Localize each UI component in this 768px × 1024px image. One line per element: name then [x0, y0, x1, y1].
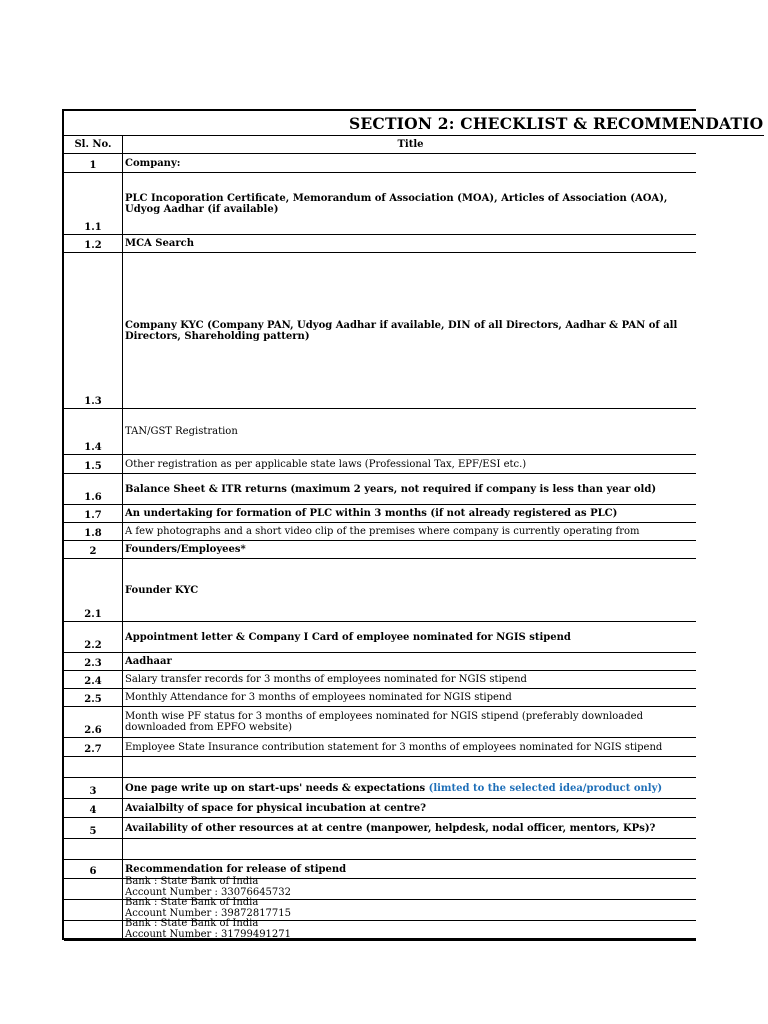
title-text [125, 193, 696, 215]
title-text [125, 238, 194, 249]
page-title: SECTION 2: CHECKLIST & RECOMMENDATIO [349, 114, 764, 133]
title-text [125, 426, 238, 437]
header-title: Title [397, 138, 424, 150]
bank-row [64, 918, 696, 941]
sl-no-cell: 1.4 [64, 409, 123, 454]
title-text [125, 656, 172, 667]
title-main-text: Founder KYC [125, 584, 199, 596]
sl-no-cell: 2.2 [64, 622, 123, 652]
bank-name: Bank : State Bank of India [125, 876, 259, 887]
title-cell [124, 818, 696, 838]
sl-no-cell: 4 [64, 799, 123, 817]
title-main-text: An undertaking for formation of PLC within 3 months (if not already registered as PLC) [125, 508, 618, 519]
table-row [64, 671, 696, 689]
title-cell [124, 738, 696, 756]
bank-details [124, 876, 696, 899]
title-highlight-text: (limted to the selected idea/product only) [428, 782, 663, 794]
title-main-text: Employee State Insurance contribution statement for 3 months of employees nominated for NGIS stipend [125, 741, 663, 753]
sl-no-cell: 2.6 [64, 707, 123, 737]
title-main-text: Other registration as per applicable state laws (Professional Tax, EPF/ESI etc.) [125, 458, 527, 470]
table-row [64, 818, 696, 839]
sl-no-cell [64, 921, 123, 940]
header-row [64, 135, 696, 154]
sl-no-cell [64, 900, 123, 920]
sl-no-cell: 2.1 [64, 559, 123, 621]
title-text [125, 803, 426, 814]
title-main-text: Balance Sheet & ITR returns (maximum 2 years, not required if company is less than year old) [125, 483, 657, 495]
sl-no-cell: 2.3 [64, 653, 123, 670]
table-row [64, 839, 696, 860]
table-row [64, 253, 696, 409]
title-cell [124, 541, 696, 558]
title-main-text: One page write up on start-ups' needs & expectations [125, 782, 429, 794]
bank-name: Bank : State Bank of India [125, 918, 259, 929]
title-main-text: Aadhaar [125, 656, 172, 667]
title-text [125, 692, 512, 703]
sl-no-cell: 1.8 [64, 523, 123, 540]
title-main-text: Availability of other resources at at centre (manpower, helpdesk, nodal officer, mentors, KPs)? [125, 822, 656, 834]
table-row [64, 778, 696, 799]
sl-no-cell: 1.3 [64, 253, 123, 408]
bank-details [124, 897, 696, 920]
title-text [125, 674, 527, 685]
title-main-text: PLC Incoporation Certificate, Memorandum of Association (MOA), Articles of Association (AOA), Udyog Aadhar (if available) [125, 192, 668, 215]
header-sl-no: Sl. No. [64, 135, 123, 153]
title-main-text: Monthly Attendance for 3 months of employees nominated for NGIS stipend [125, 692, 512, 703]
title-cell [124, 778, 696, 798]
sl-no-cell: 2.7 [64, 738, 123, 756]
title-cell [124, 154, 696, 172]
sl-no-cell: 2.4 [64, 671, 123, 688]
account-number: Account Number : 33076645732 [125, 887, 292, 898]
table-row [64, 653, 696, 671]
bank-details [124, 918, 696, 940]
table-row [64, 455, 696, 474]
title-text [125, 823, 655, 834]
title-main-text: Recommendation for release of stipend [125, 863, 347, 875]
table-row [64, 409, 696, 455]
sl-no-cell: 6 [64, 860, 123, 878]
sl-no-cell: 5 [64, 818, 123, 838]
title-cell [124, 839, 696, 859]
table-row [64, 622, 696, 653]
table-row [64, 173, 696, 235]
checklist-table [62, 109, 764, 940]
table-row [64, 523, 696, 541]
title-cell [124, 409, 696, 454]
title-cell [124, 173, 696, 234]
title-cell [124, 505, 696, 522]
sl-no-cell: 2 [64, 541, 123, 558]
title-cell [124, 235, 696, 252]
sl-no-cell: 1.6 [64, 474, 123, 504]
title-cell [124, 523, 696, 540]
title-main-text: Company: [125, 157, 181, 169]
title-text [125, 711, 696, 733]
account-number: Account Number : 31799491271 [125, 929, 292, 940]
title-cell [124, 455, 696, 473]
sl-no-cell [64, 839, 123, 859]
table-row [64, 541, 696, 559]
title-main-text: TAN/GST Registration [125, 426, 238, 437]
title-cell [124, 474, 696, 504]
table-row [64, 757, 696, 778]
title-cell [124, 757, 696, 777]
title-text [125, 526, 640, 537]
table-row [64, 799, 696, 818]
title-text [125, 508, 617, 519]
table-row [64, 689, 696, 707]
table-row [64, 559, 696, 622]
title-text [125, 783, 662, 794]
title-main-text: A few photographs and a short video clip of the premises where company is currently operating from [125, 526, 640, 537]
sl-no-cell: 2.5 [64, 689, 123, 706]
sl-no-cell: 1 [64, 154, 123, 172]
sl-no-cell: 1.1 [64, 173, 123, 234]
title-text [125, 484, 656, 495]
title-main-text: Appointment letter & Company I Card of employee nominated for NGIS stipend [125, 631, 571, 643]
title-cell [124, 689, 696, 706]
title-cell [124, 559, 696, 621]
title-text [125, 459, 526, 470]
title-cell [124, 799, 696, 817]
title-text [125, 742, 662, 753]
title-cell [124, 253, 696, 408]
sl-no-cell: 3 [64, 778, 123, 798]
title-main-text: Company KYC (Company PAN, Udyog Aadhar if available, DIN of all Directors, Aadhar & PAN of all Directors, Shareholding pattern) [125, 319, 678, 342]
title-text [125, 320, 696, 342]
title-cell [124, 622, 696, 652]
table-row [64, 505, 696, 523]
title-main-text: Month wise PF status for 3 months of employees nominated for NGIS stipend (preferably downloaded downloaded from EPFO website) [125, 711, 643, 733]
table-row [64, 738, 696, 757]
bank-name: Bank : State Bank of India [125, 897, 259, 908]
title-main-text: Avaialbilty of space for physical incubation at centre? [125, 802, 426, 814]
title-text [125, 632, 571, 643]
title-text [125, 585, 198, 596]
title-row [64, 111, 764, 136]
table-row [64, 235, 696, 253]
title-cell [124, 671, 696, 688]
table-row [64, 707, 696, 738]
sl-no-cell [64, 757, 123, 777]
title-cell [124, 653, 696, 670]
sl-no-cell: 1.7 [64, 505, 123, 522]
title-cell [124, 707, 696, 737]
title-main-text: Founders/Employees* [125, 544, 246, 555]
account-number: Account Number : 39872817715 [125, 908, 292, 919]
sl-no-cell [64, 879, 123, 899]
title-main-text: Salary transfer records for 3 months of employees nominated for NGIS stipend [125, 674, 527, 685]
table-row [64, 474, 696, 505]
sl-no-cell: 1.2 [64, 235, 123, 252]
table-row [64, 154, 696, 173]
title-text [125, 158, 180, 169]
sl-no-cell: 1.5 [64, 455, 123, 473]
title-main-text: MCA Search [125, 238, 194, 249]
title-text [125, 864, 346, 875]
title-text [125, 544, 246, 555]
